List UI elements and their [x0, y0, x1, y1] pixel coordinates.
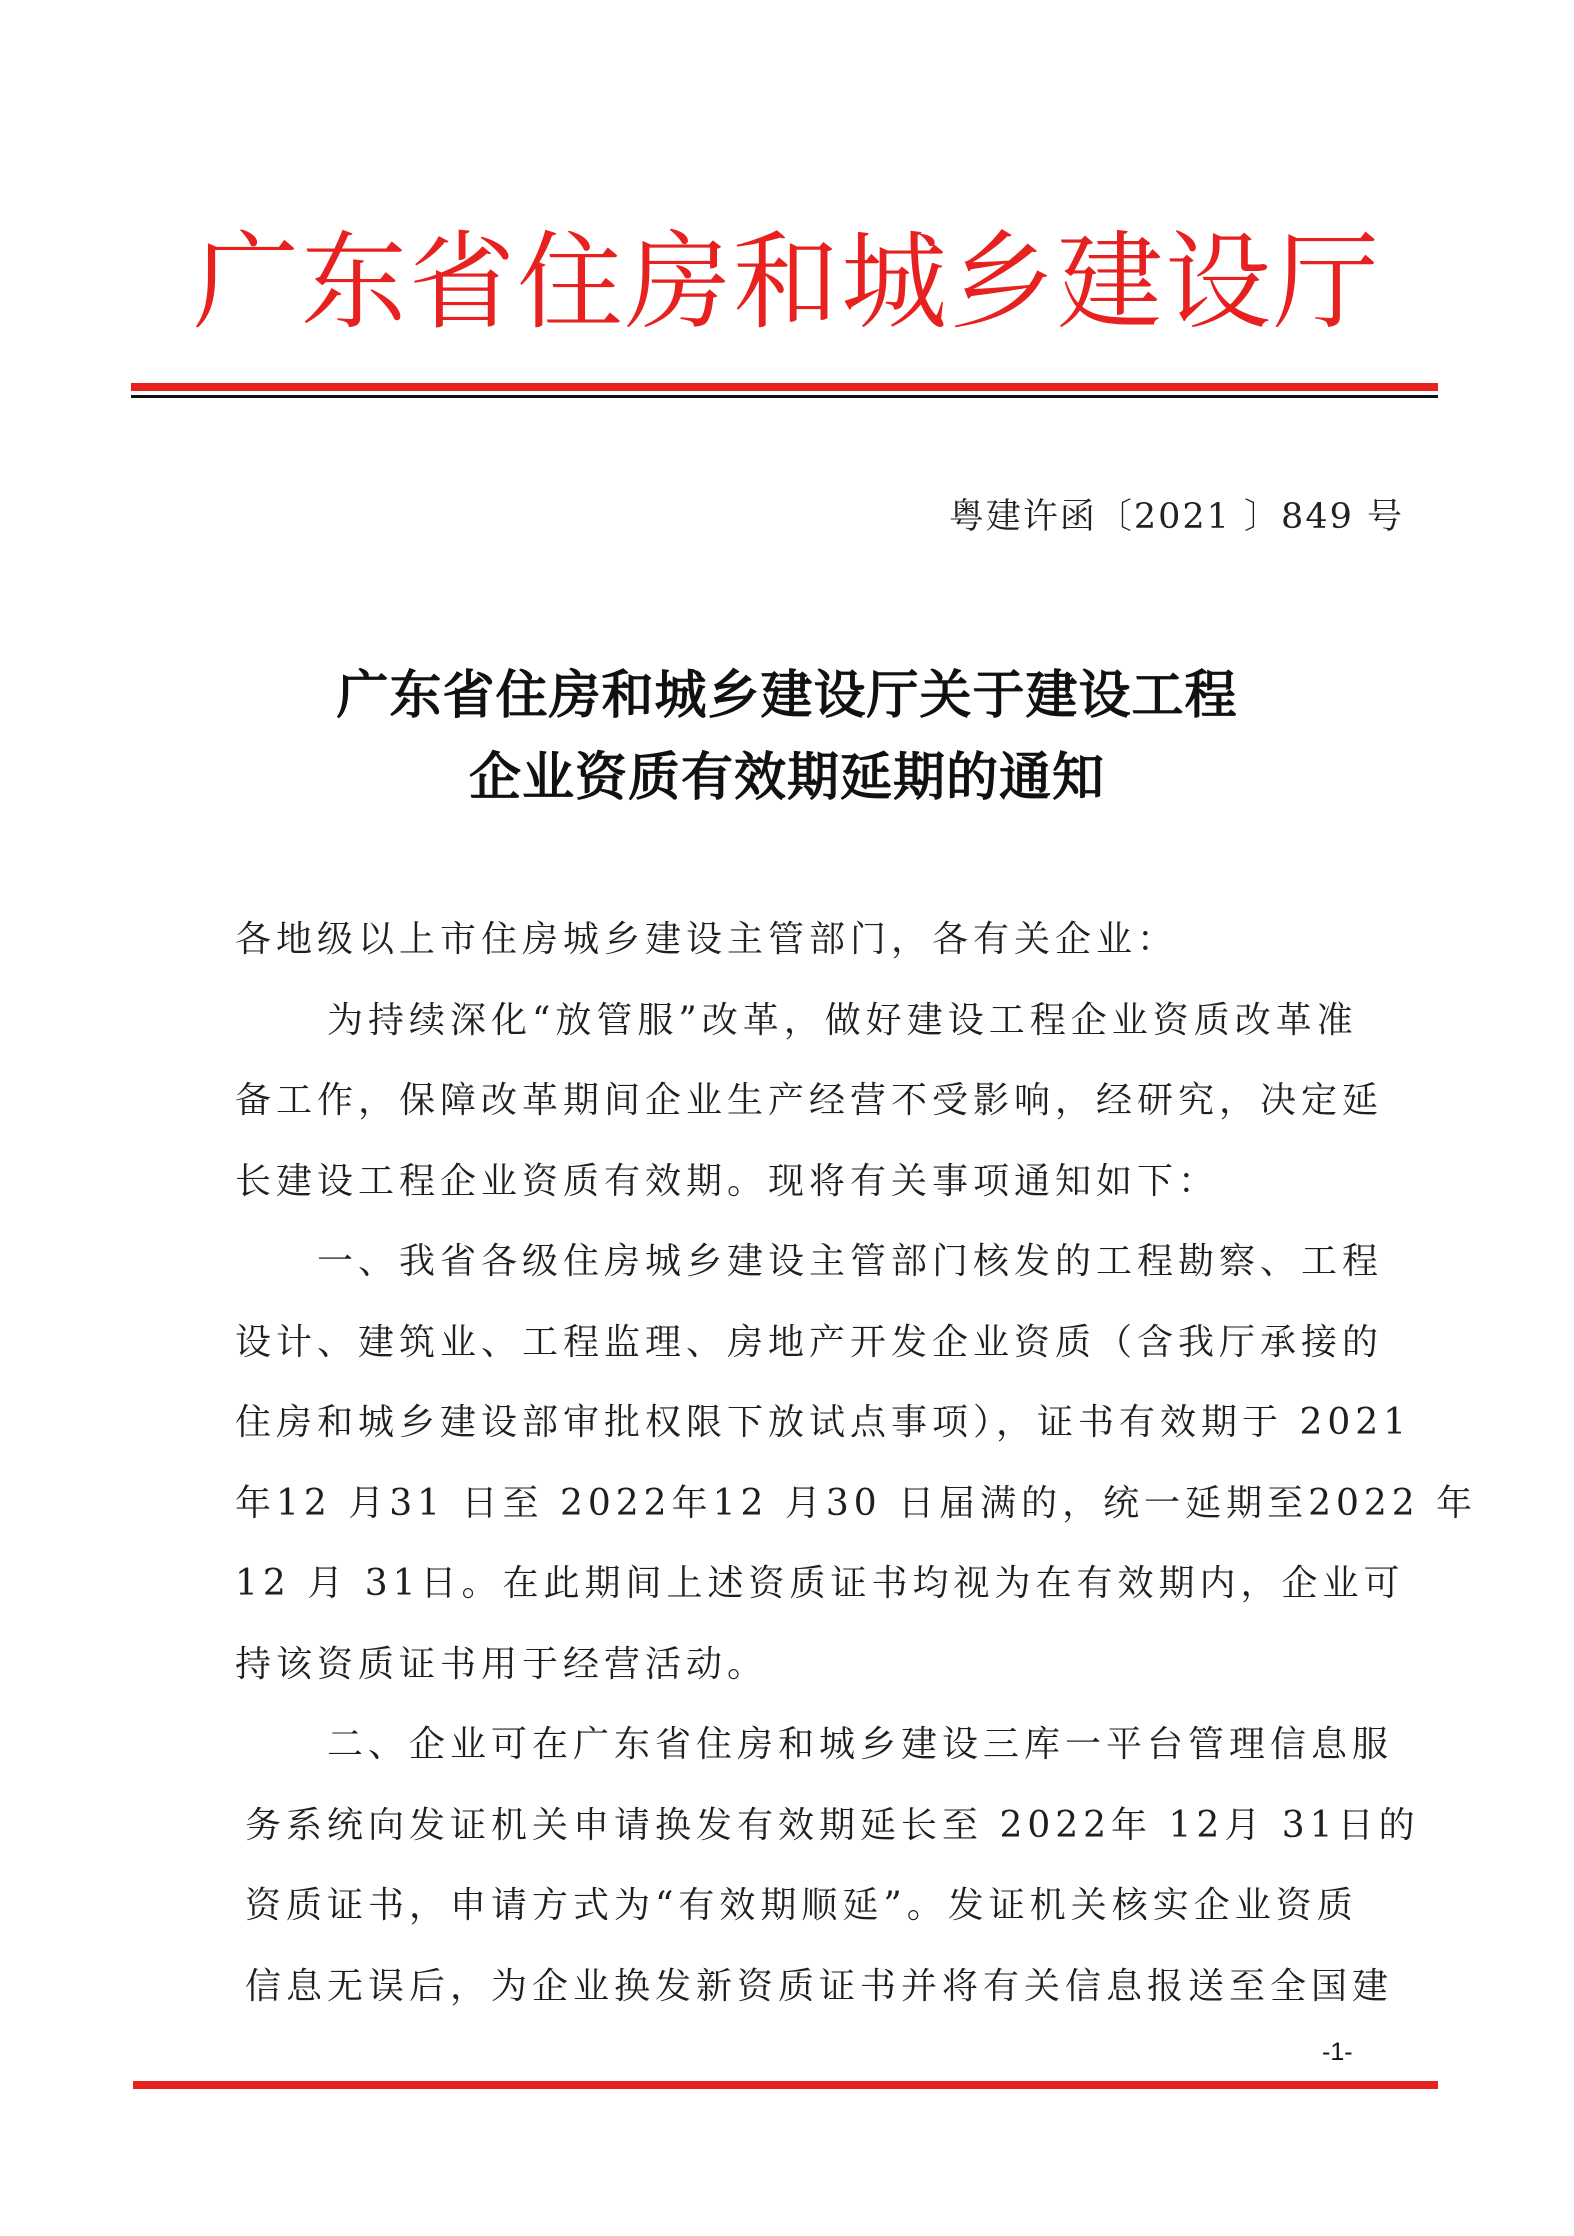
document-title-line-2: 企业资质有效期延期的通知 [468, 748, 1105, 808]
section-one-line: 持该资质证书用于经营活动。 [235, 1643, 769, 1685]
section-one-line: 12 月 31日。在此期间上述资质证书均视为在有效期内，企业可 [235, 1563, 1405, 1604]
letterhead-title: 广东省住房和城乡建设厅 [193, 221, 1381, 344]
section-one-line: 年12 月31 日至 2022年12 月30 日届满的，统一延期至2022 年 [235, 1482, 1478, 1524]
section-one-line: 住房和城乡建设部审批权限下放试点事项），证书有效期于 2021 [235, 1402, 1412, 1443]
document-body [235, 900, 1478, 2027]
document-title [0, 655, 1574, 819]
section-two-line: 二、企业可在广东省住房和城乡建设三库一平台管理信息服 [327, 1724, 1394, 1765]
section-two-line: 资质证书，申请方式为“有效期顺延”。发证机关核实企业资质 [245, 1885, 1358, 1926]
section-two-line: 信息无误后，为企业换发新资质证书并将有关信息报送至全国建 [245, 1965, 1394, 2007]
body-line: 为持续深化“放管服”改革，做好建设工程企业资质改革准 [327, 999, 1358, 1041]
section-two-line: 务系统向发证机关申请换发有效期延长至 2022年 12月 31日的 [245, 1804, 1420, 1846]
salutation: 各地级以上市住房城乡建设主管部门，各有关企业： [235, 919, 1179, 960]
section-one-line: 设计、建筑业、工程监理、房地产开发企业资质（含我厅承接的 [235, 1321, 1384, 1363]
body-line: 备工作，保障改革期间企业生产经营不受影响，经研究，决定延 [235, 1080, 1384, 1121]
letterhead-black-rule [131, 395, 1438, 398]
section-one-line: 一、我省各级住房城乡建设主管部门核发的工程勘察、工程 [317, 1241, 1384, 1282]
letterhead-red-rule [131, 383, 1438, 391]
document-title-line-1: 广东省住房和城乡建设厅关于建设工程 [336, 666, 1238, 726]
document-number: 粤建许函〔2021 〕849 号 [948, 497, 1404, 537]
page-number: -1- [1322, 2038, 1353, 2066]
body-line: 长建设工程企业资质有效期。现将有关事项通知如下： [235, 1160, 1220, 1202]
footer-red-rule [133, 2081, 1438, 2089]
